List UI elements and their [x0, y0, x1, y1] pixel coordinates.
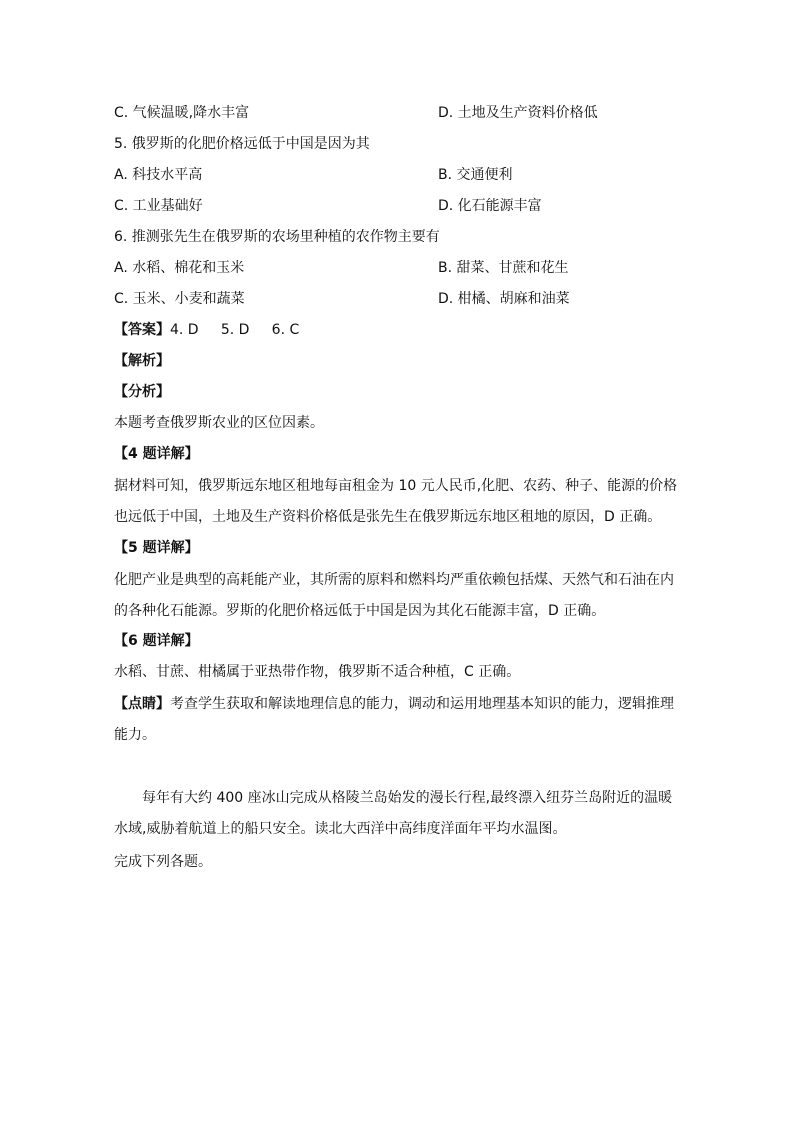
q6-option-d: D. 柑橘、胡麻和油菜	[438, 291, 570, 307]
detail-4-text: 据材料可知，俄罗斯远东地区租地每亩租金为 10 元人民币,化肥、农药、种子、能源的价格也远低于中国，土地及生产资料价格低是张先生在俄罗斯远东地区租地的原因，D 正确。	[114, 478, 678, 525]
answer-text: 4. D 5. D 6. C	[170, 322, 300, 338]
task-text: 完成下列各题。	[114, 854, 212, 870]
analysis-label: 【解析】	[114, 353, 170, 369]
q6-option-c: C. 玉米、小麦和蔬菜	[114, 291, 245, 307]
fenxi-label: 【分析】	[114, 384, 170, 400]
dianjing-label: 【点睛】	[114, 696, 170, 712]
question-6-stem: 6. 推测张先生在俄罗斯的农场里种植的农作物主要有	[114, 229, 440, 245]
intro-paragraph: 每年有大约 400 座冰山完成从格陵兰岛始发的漫长行程,最终漂入纽芬兰岛附近的温暖水域,威胁着航道上的船只安全。读北大西洋中高纬度洋面年平均水温图。	[114, 790, 673, 837]
detail-4-label: 【4 题详解】	[114, 446, 199, 462]
option-d-prev: D. 土地及生产资料价格低	[438, 105, 598, 121]
question-5-stem: 5. 俄罗斯的化肥价格远低于中国是因为其	[114, 136, 370, 152]
dianjing-block	[114, 689, 682, 751]
detail-6-text: 水稻、甘蔗、柑橘属于亚热带作物，俄罗斯不适合种植，C 正确。	[114, 664, 521, 680]
q5-option-d: D. 化石能源丰富	[438, 198, 542, 214]
q6-option-a: A. 水稻、棉花和玉米	[114, 260, 245, 276]
detail-5-label: 【5 题详解】	[114, 540, 199, 556]
dianjing-text: 考查学生获取和解读地理信息的能力，调动和运用地理基本知识的能力，逻辑推理能力。	[114, 696, 674, 743]
detail-5-text: 化肥产业是典型的高耗能产业，其所需的原料和燃料均严重依赖包括煤、天然气和石油在内的各种化石能源。罗斯的化肥价格远低于中国是因为其化石能源丰富，D 正确。	[114, 572, 674, 619]
answer-row	[114, 320, 299, 340]
q5-option-b: B. 交通便利	[438, 167, 513, 183]
fenxi-text: 本题考查俄罗斯农业的区位因素。	[114, 415, 324, 431]
detail-6-label: 【6 题详解】	[114, 633, 199, 649]
q6-option-b: B. 甜菜、甘蔗和花生	[438, 260, 569, 276]
q5-option-a: A. 科技水平高	[114, 167, 203, 183]
q5-option-c: C. 工业基础好	[114, 198, 203, 214]
answer-label: 【答案】	[114, 322, 170, 338]
option-c-prev: C. 气候温暖,降水丰富	[114, 105, 250, 121]
